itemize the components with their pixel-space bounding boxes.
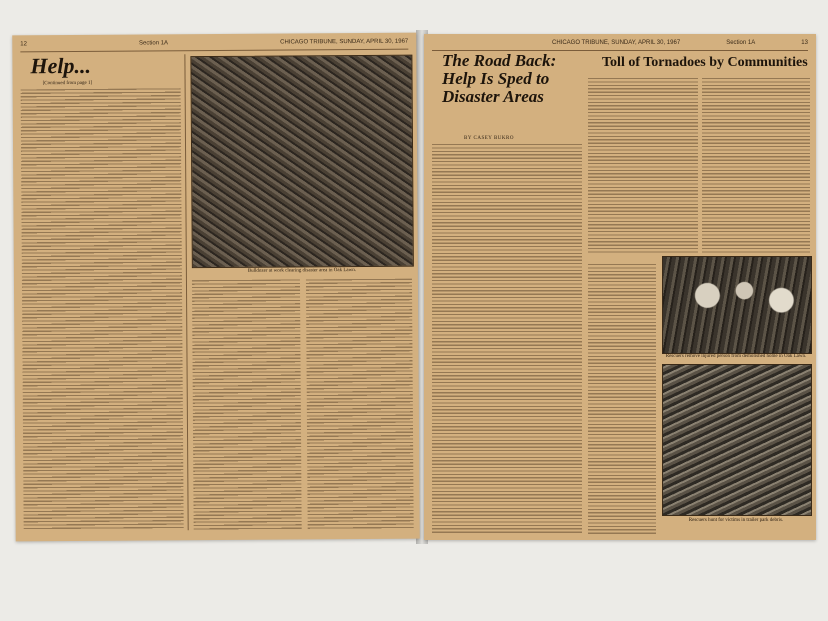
continued-note: [Continued from page 1] — [42, 80, 93, 87]
right-article-column-2 — [588, 264, 656, 534]
left-section: Section 1A — [139, 40, 169, 47]
left-running-head — [20, 39, 408, 53]
left-masthead: CHICAGO TRIBUNE, SUNDAY, APRIL 30, 1967 — [280, 38, 409, 46]
right-page — [424, 34, 816, 540]
main-headline: The Road Back: Help Is Sped to Disaster Areas — [442, 51, 557, 106]
byline: BY CASEY BUKRO — [464, 136, 514, 141]
right-running-head — [432, 40, 808, 51]
toll-list-column-1 — [588, 78, 698, 253]
bulldozer-photo — [190, 55, 413, 269]
left-page — [12, 33, 420, 542]
toll-list-column-2 — [702, 78, 810, 253]
trailer-debris-photo — [662, 364, 812, 516]
right-page-number: 13 — [801, 40, 808, 46]
rescuers-photo-caption: Rescuers remove injured person from demolished home in Oak Lawn. — [665, 354, 807, 359]
left-page-number: 12 — [20, 41, 28, 48]
right-article-column-1 — [432, 144, 582, 534]
column-rule — [184, 54, 188, 530]
left-headline: Help... — [30, 52, 92, 79]
right-masthead: CHICAGO TRIBUNE, SUNDAY, APRIL 30, 1967 — [552, 40, 681, 46]
left-article-column-1 — [21, 88, 184, 529]
trailer-debris-photo-caption: Rescuers hunt for victims in trailer park debris. — [688, 518, 784, 523]
right-section: Section 1A — [726, 40, 756, 46]
left-article-column-3 — [306, 279, 414, 530]
rescuers-photo — [662, 256, 812, 354]
left-article-column-2 — [192, 279, 302, 530]
bulldozer-photo-caption: Bulldozer at work clearing disaster area in Oak Lawn. — [247, 268, 356, 274]
toll-headline: Toll of Tornadoes by Communities — [602, 55, 808, 70]
